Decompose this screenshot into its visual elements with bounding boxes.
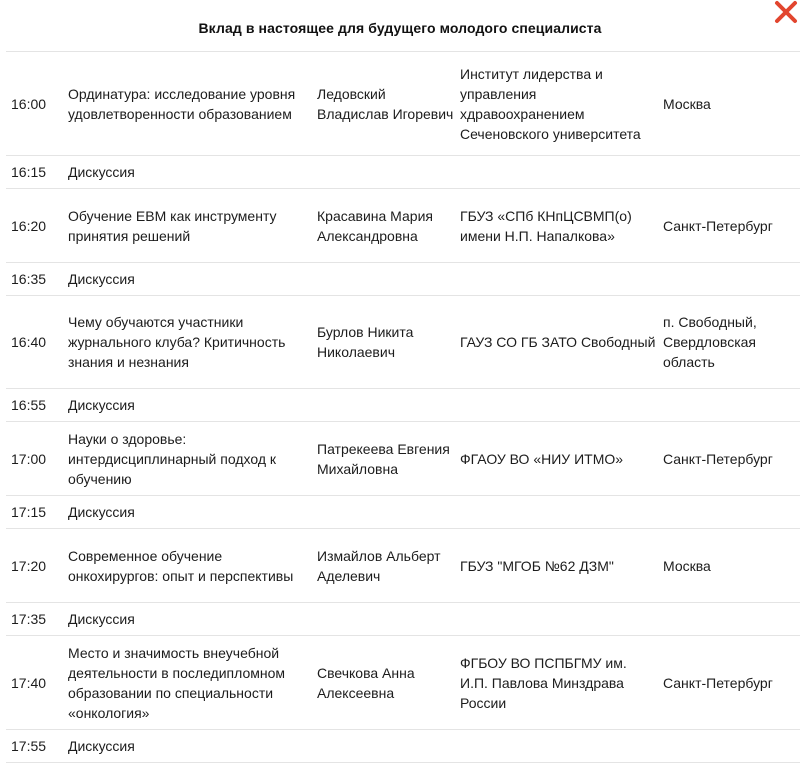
topic-cell: Науки о здоровье: интердисциплинарный подход к обучению: [68, 430, 276, 487]
time-cell: 17:55: [6, 730, 68, 763]
topic-cell: Современное обучение онкохирургов: опыт и перспективы: [68, 547, 294, 584]
time-cell: 16:15: [6, 156, 68, 189]
topic-cell: Дискуссия: [68, 389, 317, 422]
time-cell: 16:20: [6, 189, 68, 263]
topic-cell: Ординатура: исследование уровня удовлетворенности образованием: [68, 85, 296, 122]
city-cell: Санкт-Петербург: [663, 450, 773, 467]
table-row: [6, 636, 800, 730]
table-row: [6, 156, 800, 189]
speaker-cell: Патрекеева Евгения Михайловна: [317, 440, 450, 477]
organization-cell: Институт лидерства и управления хдравоохранением Сеченовского университета: [460, 65, 641, 142]
table-row: [6, 603, 800, 636]
topic-cell: Дискуссия: [68, 496, 317, 529]
table-row: [6, 389, 800, 422]
time-cell: 17:15: [6, 496, 68, 529]
speaker-cell: Бурлов Никита Николаевич: [317, 324, 414, 360]
time-cell: 16:40: [6, 296, 68, 389]
table-row: [6, 189, 800, 263]
topic-cell: Место и значимость внеучебной деятельности в последипломном образовании по специальности «онкология»: [68, 644, 286, 721]
time-cell: 17:35: [6, 603, 68, 636]
table-row: [6, 730, 800, 763]
speaker-cell: Измайлов Альберт Аделевич: [317, 547, 441, 584]
table-row: [6, 52, 800, 156]
city-cell: Москва: [663, 557, 711, 574]
topic-cell: Дискуссия: [68, 263, 317, 296]
close-button[interactable]: [772, 0, 800, 26]
table-row: [6, 422, 800, 496]
city-cell: Москва: [663, 95, 711, 112]
time-cell: 16:55: [6, 389, 68, 422]
table-row: [6, 529, 800, 603]
topic-cell: Чему обучаются участники журнального клуба? Критичность знания и незнания: [68, 314, 286, 370]
city-cell: Санкт-Петербург: [663, 674, 773, 691]
time-cell: 16:00: [6, 52, 68, 156]
topic-cell: Дискуссия: [68, 730, 317, 763]
time-cell: 16:35: [6, 263, 68, 296]
topic-cell: Дискуссия: [68, 603, 317, 636]
city-cell: Санкт-Петербург: [663, 217, 773, 234]
modal-title: Вклад в настоящее для будущего молодого специалиста: [198, 20, 602, 36]
topic-cell: Обучение ЕВМ как инструменту принятия решений: [68, 207, 277, 244]
organization-cell: ГБУЗ «СПб КНпЦСВМП(о) имени Н.П. Напалкова»: [460, 207, 632, 244]
organization-cell: ФГАОУ ВО «НИУ ИТМО»: [460, 450, 624, 467]
speaker-cell: Ледовский Владислав Игоревич: [317, 85, 454, 122]
speaker-cell: Свечкова Анна Алексеевна: [317, 664, 415, 701]
organization-cell: ГБУЗ "МГОБ №62 ДЗМ": [460, 557, 614, 574]
organization-cell: ГАУЗ СО ГБ ЗАТО Свободный: [460, 334, 656, 350]
schedule-table: [6, 51, 800, 763]
time-cell: 17:00: [6, 422, 68, 496]
time-cell: 17:40: [6, 636, 68, 730]
table-row: [6, 263, 800, 296]
table-row: [6, 496, 800, 529]
time-cell: 17:20: [6, 529, 68, 603]
speaker-cell: Красавина Мария Александровна: [317, 207, 433, 244]
table-row: [6, 296, 800, 389]
topic-cell: Дискуссия: [68, 156, 317, 189]
organization-cell: ФГБОУ ВО ПСПБГМУ им. И.П. Павлова Минздрава России: [460, 654, 627, 711]
close-icon: [772, 0, 800, 26]
city-cell: п. Свободный, Свердловская область: [663, 314, 757, 370]
